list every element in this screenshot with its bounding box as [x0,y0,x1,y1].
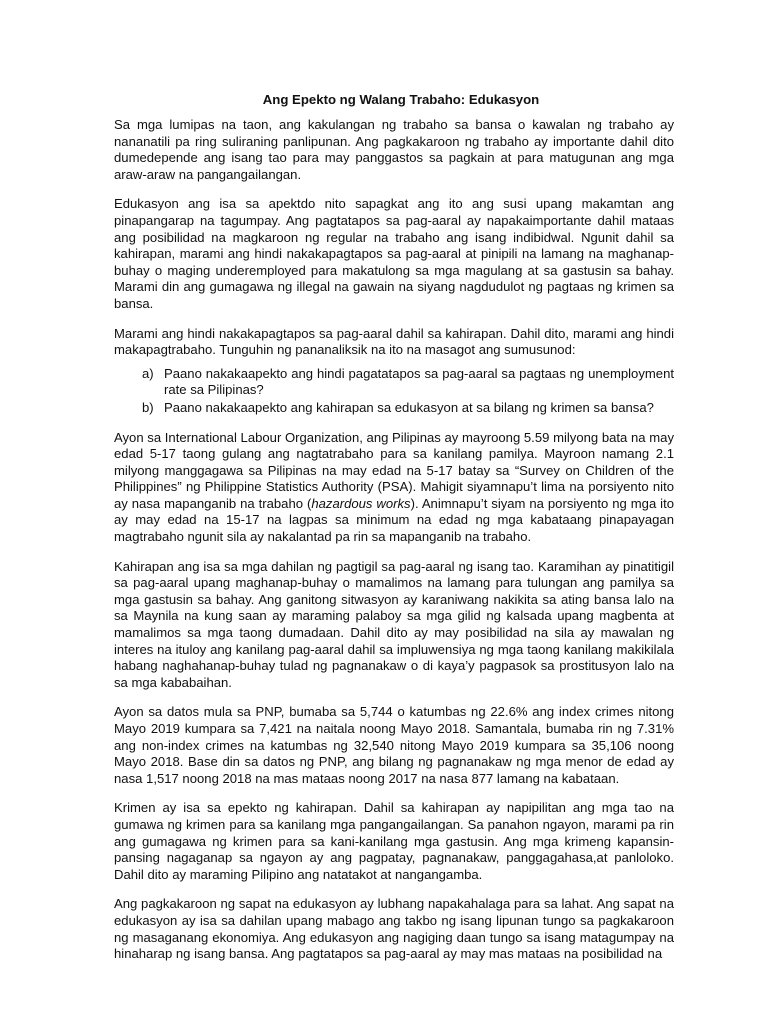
research-question-b [114,400,674,417]
list-marker: a) [142,365,154,381]
paragraph-conclusion: Ang pagkakaroon ng sapat na edukasyon ay lubhang napakahalaga para sa lahat. Ang sapat na edukasyon ay isa sa dahilan upang mabago ang takbo ng isang lipunan tungo sa pagkakaroon ng masaganang ekonomiya. Ang edukasyon ang nagiging daan tungo sa isang matagumpay na hinaharap ng isang bansa. Ang pagtatapos sa pag-aaral ay may mas mataas na posibilidad na [114,896,674,962]
paragraph-pnp-data: Ayon sa datos mula sa PNP, bumaba sa 5,744 o katumbas ng 22.6% ang index crimes nitong Mayo 2019 kumpara sa 7,421 na naitala noong Mayo 2018. Samantala, bumaba rin ng 7.31% ang non-index crimes na katumbas ng 32,540 nitong Mayo 2019 kumpara sa 35,106 noong Mayo 2018. Base din sa datos ng PNP, ang bilang ng pagnanakaw ng mga menor de edad ay nasa 1,517 noong 2018 na mas mataas noong 2017 na nasa 877 lamang na kabataan. [114,704,674,786]
list-marker: b) [142,399,154,415]
list-item-text: Paano nakakaapekto ang kahirapan sa edukasyon at sa bilang ng krimen sa bansa? [164,399,654,415]
document-body [114,92,674,976]
paragraph-ilo-statistics [114,430,674,546]
paragraph-crime: Krimen ay isa sa epekto ng kahirapan. Dahil sa kahirapan ay napipilitan ang mga tao na gumawa ng krimen para sa kanilang mga pangangailangan. Sa panahon ngayon, marami pa rin ang gumagawa ng krimen para sa kani-kanilang mga gastusin. Ang mga krimeng kapansin-pansing nagaganap sa ngayon ay ang pagpatay, pagnanakaw, panggagahasa,at panloloko. Dahil dito ay maraming Pilipino ang natatakot at nangangamba. [114,800,674,882]
document-title: Ang Epekto ng Walang Trabaho: Edukasyon [262,92,540,107]
paragraph-intro: Sa mga lumipas na taon, ang kakulangan ng trabaho sa bansa o kawalan ng trabaho ay nananatili pa ring suliraning panlipunan. Ang pagkakaroon ng trabaho ay importante dahil dito dumedepende ang isang tao para may panggastos sa pagkain at para matugunan ang mga araw-araw na pangangailangan. [114,117,674,182]
text-run: ). Animnapu’t siyam na porsiyento ng mga ito ay may edad na 15-17 na lagpas sa minimum na edad ng mga kabataang pinapayagan magtrabaho ngunit sila ay nakalantad pa rin sa mapanganib na trabaho. [114,495,674,545]
paragraph-education: Edukasyon ang isa sa apektdo nito sapagkat ang ito ang susi upang makamtan ang pinapangarap na tagumpay. Ang pagtatapos sa pag-aaral ay napakaimportante dahil mataas ang posibilidad na magkaroon ng regular na trabaho ang isang indibidwal. Ngunit dahil sa kahirapan, marami ang hindi nakakapagtapos sa pag-aaral at pinipili na lamang na maghanap-buhay o maging underemployed para makatulong sa mga magulang at sa gastusin sa bahay. Marami din ang gumagawa ng illegal na gawain na siyang nagdudulot ng pagtaas ng krimen sa bansa. [114,196,674,311]
text-run: Ayon sa International Labour Organization, ang Pilipinas ay mayroong 5.59 milyong bata na may edad 5-17 taong gulang ang nagtatrabaho para sa kanilang pamilya. Mayroon namang 2.1 milyong manggagawa sa Pilipinas na may edad na 5-17 batay sa “Survey on Children of the Philippines” ng Philippine Statistics Authority (PSA). Mahigit siyamnapu’t lima na porsiyento nito ay nasa mapanganib na trabaho ( [114,429,674,511]
paragraph-poverty-schooling: Kahirapan ang isa sa mga dahilan ng pagtigil sa pag-aaral ng isang tao. Karamihan ay pinatitigil sa pag-aaral upang maghanap-buhay o mamalimos na lamang para tulungan ang pamilya sa mga gastusin sa bahay. Ang ganitong sitwasyon ay karaniwang nakikita sa ating bansa lalo na sa Maynila na kung saan ay maraming palaboy sa mga gilid ng kalsada upang magbenta at mamalimos sa mga taong dumadaan. Dahil dito ay may posibilidad na sila ay mawalan ng interes na ituloy ang kanilang pag-aaral dahil sa impluwensiya ng mga taong kanilang makikilala habang naghahanap-buhay tulad ng pagnanakaw o di kaya’y pagpasok sa prostitusyon lalo na sa mga kababaihan. [114,558,674,690]
list-item-text: Paano nakakaapekto ang hindi pagatatapos sa pag-aaral sa pagtaas ng unemployment rate sa Pilipinas? [164,365,674,398]
italic-term: hazardous works [311,495,411,511]
research-questions-list [114,366,674,417]
paragraph-research-objective: Marami ang hindi nakakapagtapos sa pag-aaral dahil sa kahirapan. Dahil dito, marami ang hindi makapagtrabaho. Tunguhin ng pananaliksik na ito na masagot ang sumusunod: [114,325,674,358]
research-question-a [114,366,674,399]
